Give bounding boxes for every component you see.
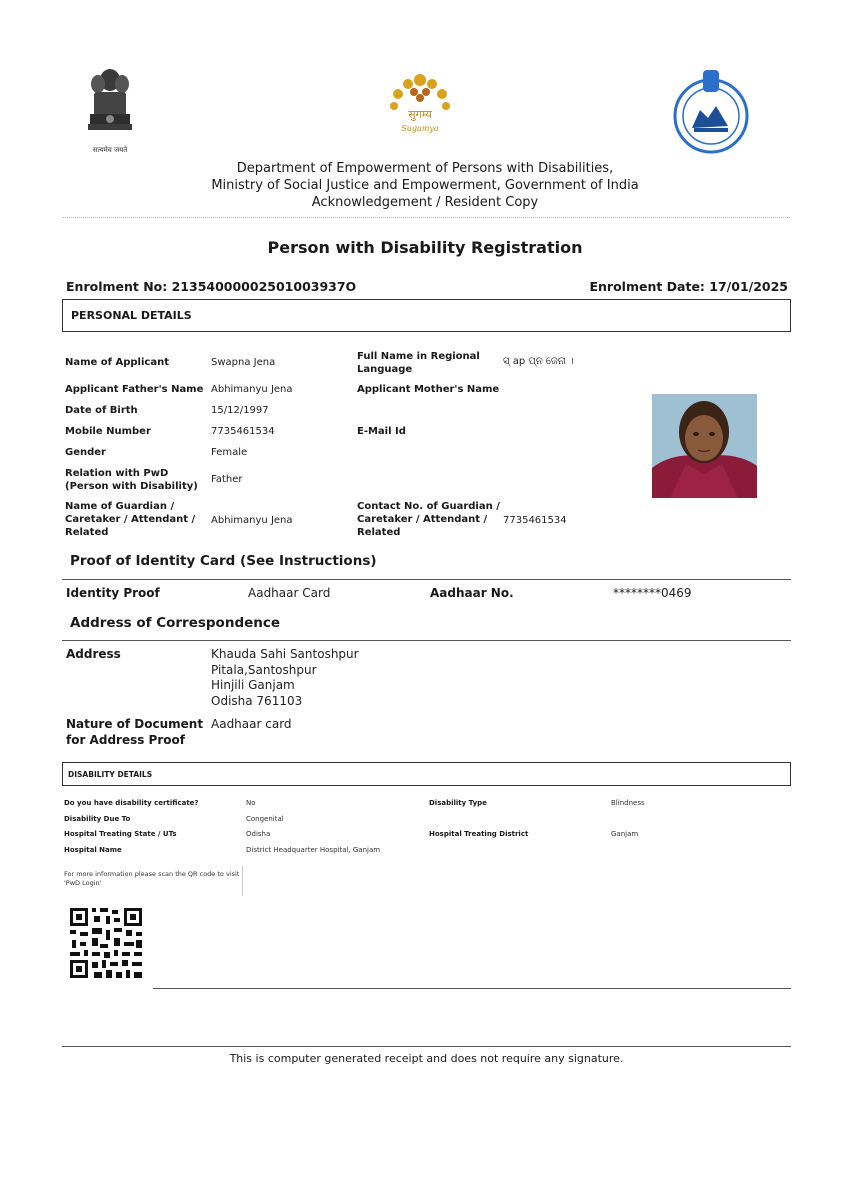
qr-note: For more information please scan the QR code to visit 'PwD Login' [64,870,240,887]
hospital-name-value: District Headquarter Hospital, Ganjam [246,846,381,854]
hospital-state-value: Odisha [246,830,271,838]
national-emblem [80,66,140,152]
disability-due-label: Disability Due To [64,815,131,823]
disability-type-label: Disability Type [429,799,487,807]
guardian-name-label: Name of Guardian / Caretaker / Attendant / Related [65,501,196,538]
qr-code[interactable] [68,906,144,980]
personal-details-title: PERSONAL DETAILS [71,309,192,322]
dob-value: 15/12/1997 [211,405,269,416]
address-line-3: Hinjili Ganjam [211,678,295,692]
guardian-contact-value: 7735461534 [503,515,567,526]
svg-text:Sugamya: Sugamya [401,124,439,133]
disability-details-header [62,762,791,786]
identity-proof-value: Aadhaar Card [248,586,331,600]
gender-value: Female [211,447,248,458]
personal-details-header [62,299,791,332]
regional-name-value: ସ୍ ap ପ୍ନ ଜେନା । [503,356,574,367]
identity-divider [62,579,791,580]
qr-note-box [62,866,243,896]
aadhaar-value: ********0469 [613,586,692,600]
mobile-label: Mobile Number [65,426,151,437]
address-proof-label: Nature of Document for Address Proof [66,717,204,747]
sugamya-logo [380,68,460,140]
hospital-district-value: Ganjam [611,830,639,838]
certificate-value: No [246,799,256,807]
certificate-label: Do you have disability certificate? [64,799,199,807]
address-section-title: Address of Correspondence [70,615,281,631]
address-line-2: Pitala,Santoshpur [211,662,317,677]
aadhaar-label: Aadhaar No. [430,586,514,600]
footer-divider [62,1046,791,1047]
address-proof-value: Aadhaar card [211,717,292,731]
page-title: Person with Disability Registration [267,238,583,257]
ministry-line: Ministry of Social Justice and Empowerment, Government of India [211,178,639,193]
address-divider [62,640,791,641]
dob-label: Date of Birth [65,405,138,416]
copy-type-line: Acknowledgement / Resident Copy [311,195,539,210]
disability-due-value: Congenital [246,815,284,823]
footer-note: This is computer generated receipt and does not require any signature. [229,1052,624,1065]
enrolment-number: Enrolment No: 21354000002501003937O [66,279,357,294]
identity-section-title: Proof of Identity Card (See Instructions) [70,553,377,569]
enrolment-date: Enrolment Date: 17/01/2025 [589,279,788,294]
hospital-state-label: Hospital Treating State / UTs [64,830,177,838]
guardian-contact-label: Contact No. of Guardian / Caretaker / Attendant / Related [357,501,500,538]
relation-label: Relation with PwD (Person with Disability) [65,468,198,492]
relation-value: Father [211,474,243,485]
gender-label: Gender [65,447,106,458]
address-label: Address [66,647,121,661]
email-label: E-Mail Id [357,426,406,437]
hospital-name-label: Hospital Name [64,846,122,854]
guardian-name-value: Abhimanyu Jena [211,515,293,526]
address-line-1: Khauda Sahi Santoshpur [211,647,359,661]
father-name-label: Applicant Father's Name [65,384,204,395]
address-lines [211,647,359,709]
emblem-motto: सत्यमेव जयते [92,146,128,154]
header-divider [62,217,790,218]
applicant-photo [652,394,757,498]
mother-name-label: Applicant Mother's Name [357,384,500,395]
qr-divider [153,988,791,989]
disability-type-value: Blindness [611,799,645,807]
father-name-value: Abhimanyu Jena [211,384,293,395]
applicant-name-label: Name of Applicant [65,357,169,368]
odisha-seal [670,66,752,156]
department-line: Department of Empowerment of Persons with Disabilities, [236,161,614,176]
svg-text:सुगम्य: सुगम्य [408,108,432,121]
applicant-name-value: Swapna Jena [211,357,276,368]
hospital-district-label: Hospital Treating District [429,830,529,838]
address-line-4: Odisha 761103 [211,693,303,708]
regional-name-label: Full Name in Regional Language [357,351,480,375]
mobile-value: 7735461534 [211,426,275,437]
disability-details-title: DISABILITY DETAILS [68,770,153,779]
identity-proof-label: Identity Proof [66,586,160,600]
